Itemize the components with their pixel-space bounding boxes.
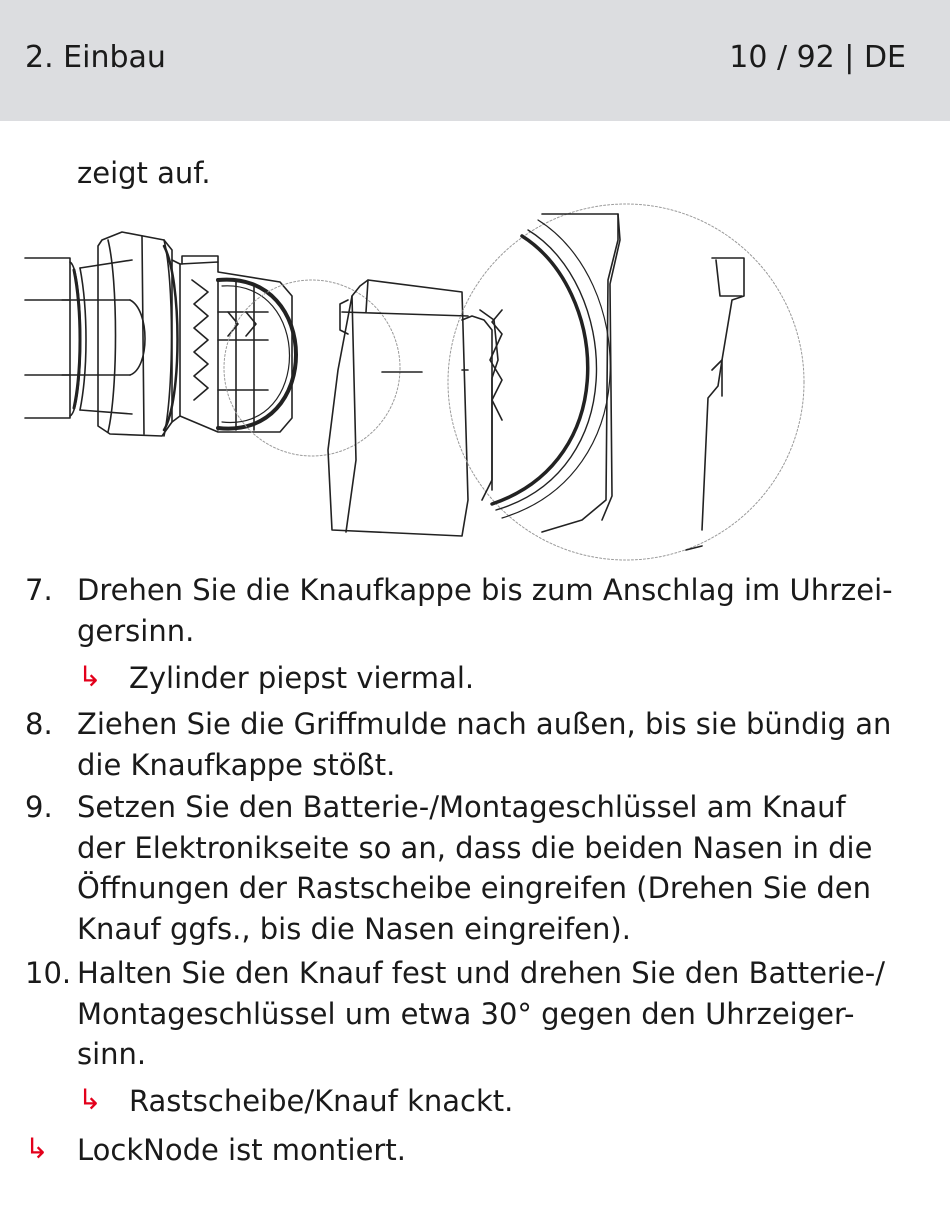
- step-result: Zylinder piepst viermal.: [129, 661, 475, 695]
- result-arrow-icon: ↳: [78, 660, 102, 693]
- step-text: Setzen Sie den Batterie-/Montageschlüssel am Knauf der Elektronikseite so an, dass die beiden Nasen in die Öffnungen der Rastscheibe eingreifen (Drehen Sie den Knauf ggfs., bis die Nasen eingreifen).: [77, 790, 873, 946]
- final-result-arrow-icon: ↳: [25, 1132, 49, 1165]
- page-number: 10 / 92 | DE: [729, 40, 906, 75]
- grip-part-drawing: [328, 280, 468, 536]
- final-result: LockNode ist montiert.: [77, 1133, 406, 1167]
- result-arrow-icon: ↳: [78, 1083, 102, 1116]
- step-number: 10.: [25, 956, 72, 990]
- step-number: 9.: [25, 790, 53, 824]
- intro-text: zeigt auf.: [77, 156, 211, 190]
- step-number: 8.: [25, 707, 53, 741]
- detail-circle-small: [224, 280, 400, 456]
- mechanism-drawing: [180, 256, 296, 432]
- magnified-detail-drawing: [462, 214, 744, 550]
- step-text: Halten Sie den Knauf fest und drehen Sie den Batterie-/ Montageschlüssel um etwa 30° gegen den Uhrzeiger- sinn.: [77, 956, 885, 1071]
- cylinder-body-drawing: [25, 258, 145, 418]
- page-header: [0, 0, 950, 121]
- section-title: 2. Einbau: [25, 40, 166, 75]
- step-result: Rastscheibe/Knauf knackt.: [129, 1084, 514, 1118]
- step-text: Ziehen Sie die Griffmulde nach außen, bis sie bündig an die Knaufkappe stößt.: [77, 707, 892, 782]
- installation-illustration: [22, 200, 812, 565]
- step-text: Drehen Sie die Knaufkappe bis zum Anschlag im Uhrzei- gersinn.: [77, 573, 893, 648]
- step-number: 7.: [25, 573, 53, 607]
